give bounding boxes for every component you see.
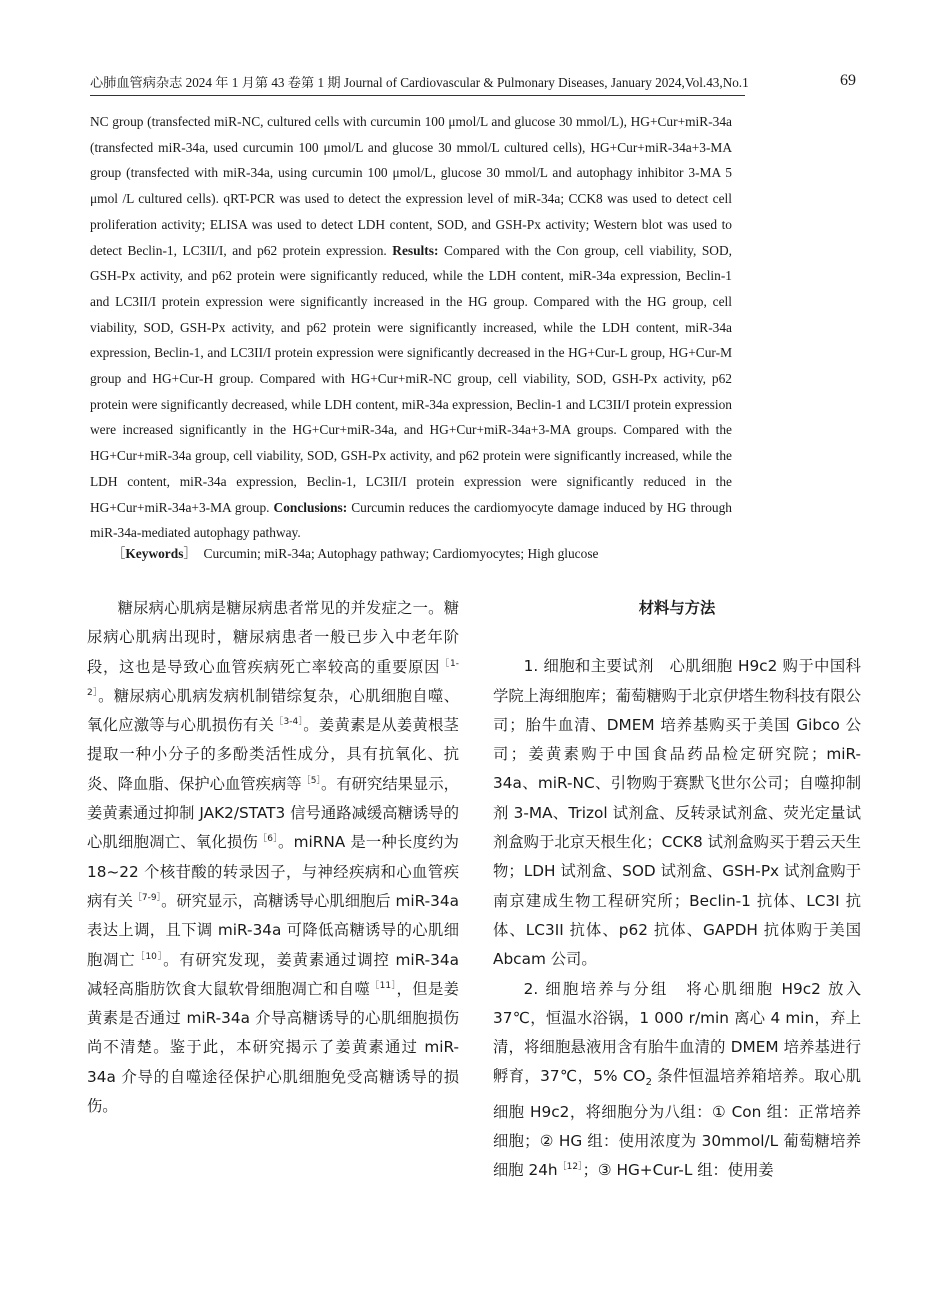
subscript: 2 [645,1077,652,1089]
running-head: 心肺血管病杂志 2024 年 1 月第 43 卷第 1 期 Journal of Cardiovascular & Pulmonary Diseases, January 2024,Vol.43,No.1 [90,75,749,90]
section-title: 材料与方法 [638,599,716,617]
citation: ［6］ [258,834,279,845]
header-rule [90,95,745,96]
methods-text: ；③ HG+Cur-L 组：使用姜 [582,1161,774,1180]
intro-sentence: 。姜黄素是从姜黄根茎提取一种小分子的多酚类活性成分，具有抗氧化、抗炎、降血脂、保护心血管疾病等 [87,716,459,793]
citation: ［7-9］ [132,892,162,903]
intro-sentence: 。糖尿病心肌病发病机制错综复杂，心肌细胞自噬、氧化应激等与心肌损伤有关 [87,686,459,735]
citation: ［11］ [370,980,397,991]
citation: ［10］ [135,951,164,962]
intro-sentence: 。miRNA 是一种长度约为 18~22 个核苷酸的转录因子，与神经疾病和心血管疾病有关 [87,833,459,910]
methods-column [493,594,861,1186]
keywords-bracket-close: ］ [183,546,197,561]
keywords-text: Curcumin; miR-34a; Autophagy pathway; Cardiomyocytes; High glucose [203,546,599,561]
methods-text: 条件恒温培养箱培养。取心肌细胞 H9c2，将细胞分为八组：① Con 组：正常培养细胞；② HG 组：使用浓度为 30mmol/L 葡萄糖培养细胞 24h [493,1067,861,1180]
citation: ［3-4］ [274,717,304,728]
intro-column [87,594,459,1121]
citation: ［1-2］ [87,658,459,698]
methods-paragraph-2 [493,975,861,1186]
keywords-label: Keywords [125,546,184,561]
citation: ［12］ [557,1162,583,1173]
intro-sentence: 。研究显示，高糖诱导心肌细胞后 miR-34a 表达上调，且下调 miR-34a 可降低高糖诱导的心肌细胞凋亡 [87,891,459,969]
methods-text: 心肌细胞 H9c2 购于中国科学院上海细胞库；葡萄糖购于北京伊塔生物科技有限公司；胎牛血清、DMEM 培养基购买于美国 Gibco 公司；姜黄素购于中国食品药品检定研究院；miR-34a、miR-NC、引物购于赛默飞世尔公司；自噬抑制剂 3-MA、Trizol 试剂盒、反转录试剂盒、荧光定量试剂盒购于北京天根生化；CCK8 试剂盒购买于碧云天生物；LDH 试剂盒、SOD 试剂盒、GSH-Px 试剂盒购于南京建成生物工程研究所；Beclin-1 抗体、LC3I 抗体、LC3II 抗体、p62 抗体、GAPDH 抗体购于美国 Abcam 公司。 [493,657,861,969]
methods-paragraph-1 [493,652,861,974]
intro-sentence: 糖尿病心肌病是糖尿病患者常见的并发症之一。糖尿病心肌病出现时，糖尿病患者一般已步入中老年阶段，这也是导致心血管疾病死亡率较高的重要原因 [87,599,459,676]
subsection-heading: 2. 细胞培养与分组 [523,979,669,998]
abstract-methods-text: NC group (transfected miR-NC, cultured cells with curcumin 100 μmol/L and glucose 30 mmol/L), HG+Cur+miR-34a (transfected miR-34a, used curcumin 100 μmol/L and glucose 30 mmol/L cultured cells), HG+Cur+miR-34a+3-MA group (transfected with miR-34a, using curcumin 100 μmol/L, glucose 30 mmol/L and autophagy inhibitor 3-MA 5 μmol /L cultured cells). qRT-PCR was used to detect the expression level of miR-34a; CCK8 was used to detect cell proliferation activity; ELISA was used to detect LDH content, SOD, and GSH-Px activity; Western blot was used to detect Beclin-1, LC3II/I, and p62 protein expression. [90,114,732,258]
results-label: Results: [392,242,439,258]
keywords-line [112,543,752,565]
conclusions-label: Conclusions: [273,499,348,515]
methods-text: 将心肌细胞 H9c2 放入 37℃，恒温水浴锅，1 000 r/min 离心 4 min，弃上清，将细胞悬液用含有胎牛血清的 DMEM 培养基进行孵育，37℃，5% CO [493,979,861,1086]
abstract-conclusions-text: Curcumin reduces the cardiomyocyte damage induced by HG through miR-34a-mediated autophagy pathway. [90,499,732,541]
citation: ［5］ [301,775,322,786]
intro-sentence: 。有研究结果显示，姜黄素通过抑制 JAK2/STAT3 信号通路减缓高糖诱导的心肌细胞凋亡、氧化损伤 [87,774,459,852]
page-number: 69 [840,72,856,89]
subsection-heading: 1. 细胞和主要试剂 [523,657,654,676]
intro-sentence: 。有研究发现，姜黄素通过调控 miR-34a 减轻高脂肪饮食大鼠软骨细胞凋亡和自噬 [87,950,459,998]
keywords-bracket-open: ［ [112,546,126,561]
intro-paragraph [87,594,459,1121]
intro-sentence: ，但是姜黄素是否通过 miR-34a 介导高糖诱导的心肌细胞损伤尚不清楚。鉴于此，本研究揭示了姜黄素通过 miR-34a 介导的自噬途径保护心肌细胞免受高糖诱导的损伤。 [87,979,459,1116]
abstract-results-text: Compared with the Con group, cell viability, SOD, GSH-Px activity, and p62 protein were significantly reduced, while the LDH content, miR-34a expression, Beclin-1 and LC3II/I protein expression were significantly increased in the HG group. Compared with the HG group, cell viability, SOD, GSH-Px activity, and p62 protein were significantly increased, while the LDH content, miR-34a expression, Beclin-1, and LC3II/I protein expression were significantly decreased in the HG+Cur-L group, HG+Cur-M group and HG+Cur-H group. Compared with HG+Cur+miR-NC group, cell viability, SOD, GSH-Px activity, p62 protein were significantly decreased, while LDH content, miR-34a expression, Beclin-1 and LC3II/I protein expression were increased significantly in the HG+Cur+miR-34a, and HG+Cur+miR-34a+3-MA groups. Compared with the HG+Cur+miR-34a group, cell viability, SOD, GSH-Px activity, and p62 protein were significantly increased, while the LDH content, miR-34a expression, Beclin-1, LC3II/I protein expression were significantly reduced in the HG+Cur+miR-34a+3-MA group. [90,242,732,515]
abstract-text [90,109,732,546]
